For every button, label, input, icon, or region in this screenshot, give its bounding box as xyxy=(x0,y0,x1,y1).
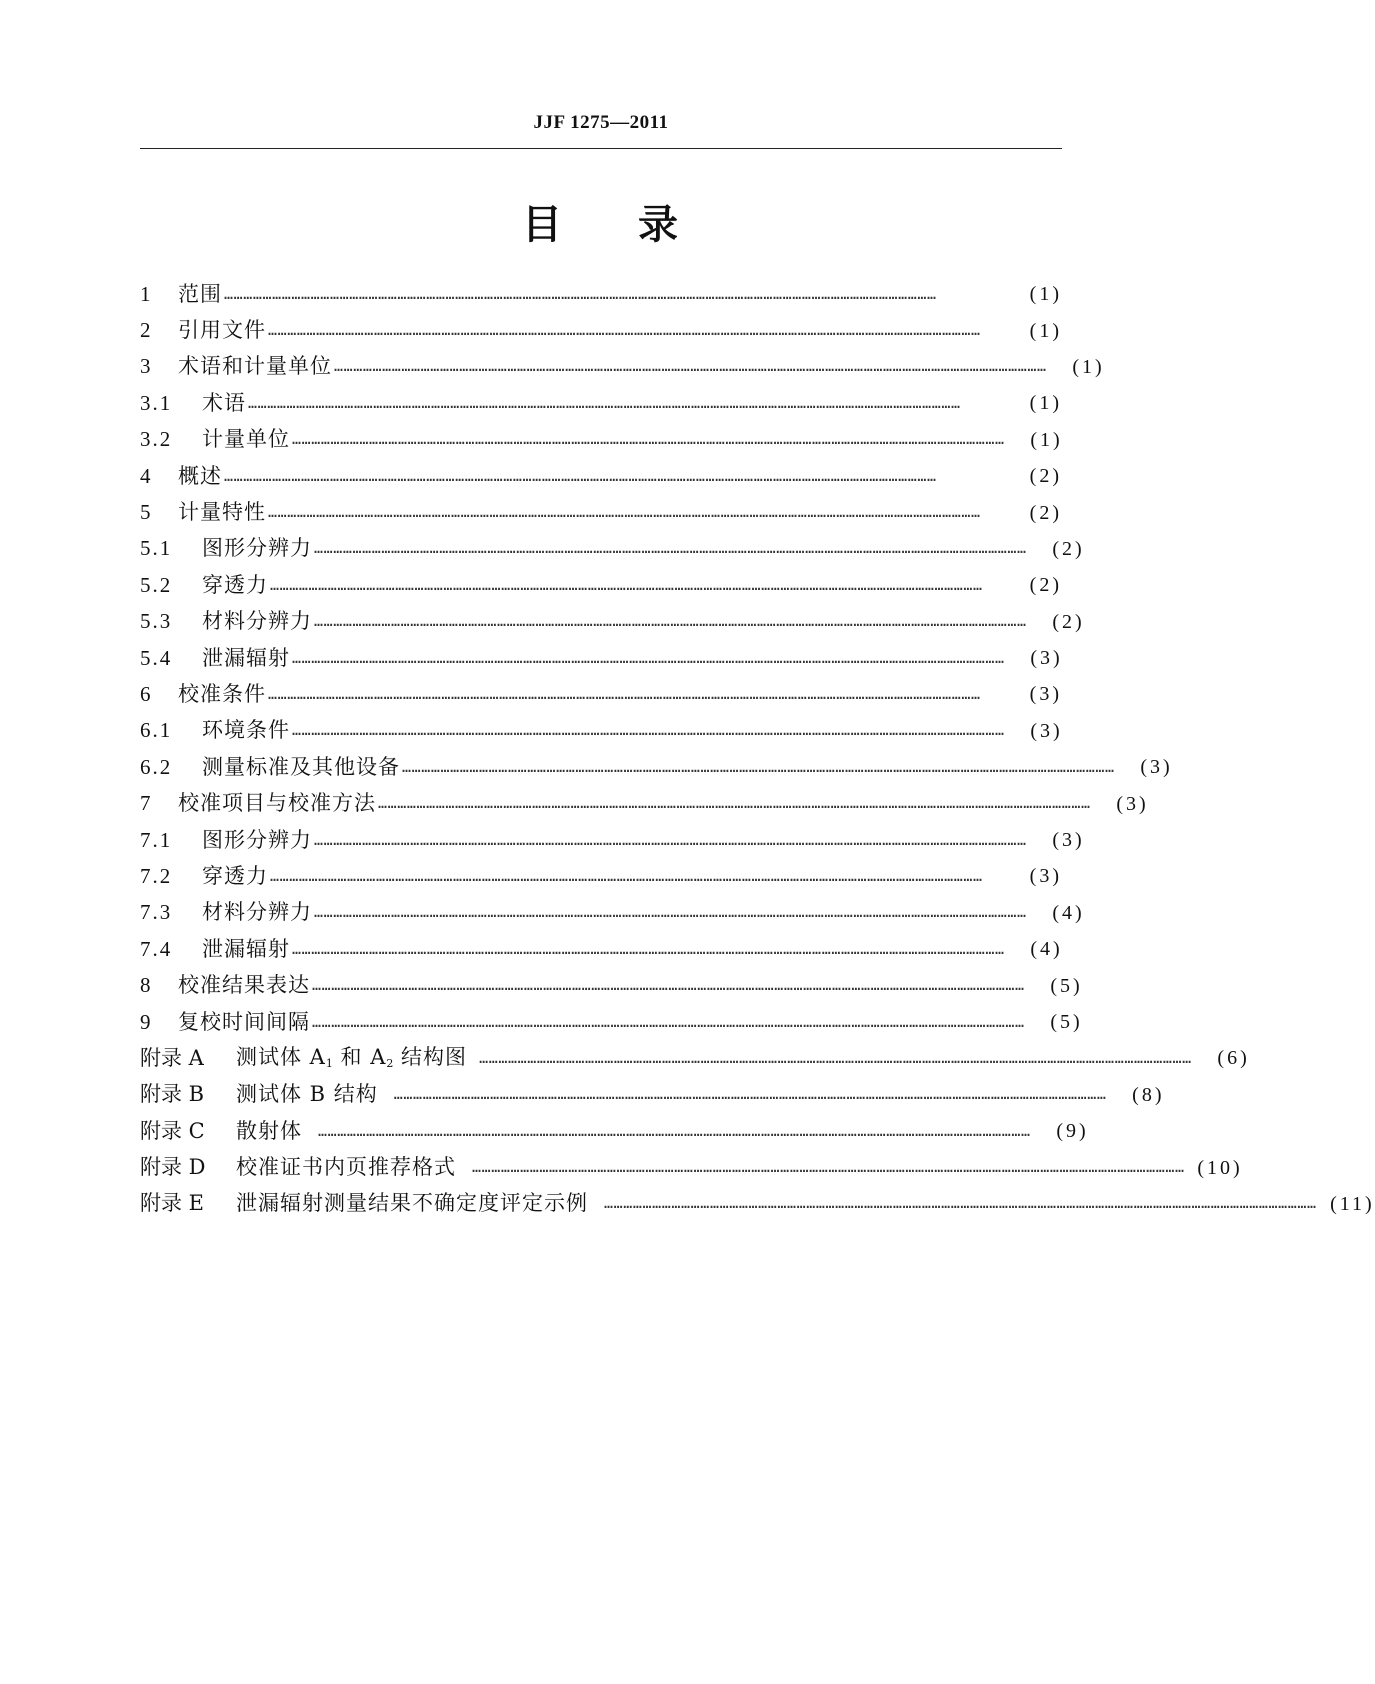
dot-leader: …………………………………………………………………………………………………………………………………………………………………………………………………… xyxy=(314,903,1027,922)
toc-entry-label: 测试体 B 结构 xyxy=(236,1082,378,1107)
toc-entry-5-3[interactable] xyxy=(140,604,1085,640)
appendix-prefix: 附录 A xyxy=(140,1045,204,1070)
dot-leader: …………………………………………………………………………………………………………………………………………………………………………………………………… xyxy=(479,1048,1192,1067)
toc-entry-page: (4) xyxy=(1030,938,1063,961)
dot-leader: …………………………………………………………………………………………………………………………………………………………………………………………………… xyxy=(318,1121,1031,1140)
toc-entry-page: (1) xyxy=(1029,392,1062,415)
toc-entry-number: 6 xyxy=(140,681,153,706)
toc-appendix-b[interactable] xyxy=(140,1077,1165,1113)
toc-entry-7-2[interactable] xyxy=(140,858,1062,894)
toc-entry-label: 环境条件 xyxy=(202,718,290,743)
dot-leader: …………………………………………………………………………………………………………………………………………………………………………………………………… xyxy=(334,357,1047,376)
dot-leader: …………………………………………………………………………………………………………………………………………………………………………………………………… xyxy=(292,721,1005,740)
dot-leader: …………………………………………………………………………………………………………………………………………………………………………………………………… xyxy=(292,430,1005,449)
toc-entry-9[interactable] xyxy=(140,1004,1083,1040)
toc-entry-6-2[interactable] xyxy=(140,749,1173,785)
toc-entry-5-2[interactable] xyxy=(140,567,1062,603)
toc-entry-4[interactable] xyxy=(140,458,1062,494)
toc-entry-number: 7.1 xyxy=(140,827,173,852)
toc-entry-page: (10) xyxy=(1197,1156,1243,1179)
toc-entry-label: 材料分辨力 xyxy=(202,900,312,925)
appendix-prefix: 附录 E xyxy=(140,1191,205,1216)
toc-entry-label: 计量单位 xyxy=(202,427,290,452)
toc-entry-number: 3.1 xyxy=(140,390,173,415)
toc-entry-3-2[interactable] xyxy=(140,422,1062,458)
toc-entry-page: (1) xyxy=(1030,428,1063,451)
toc-entry-page: (2) xyxy=(1052,537,1085,560)
toc-entry-6[interactable] xyxy=(140,676,1062,712)
toc-entry-label: 泄漏辐射 xyxy=(202,936,290,961)
dot-leader: …………………………………………………………………………………………………………………………………………………………………………………………………… xyxy=(472,1158,1185,1177)
toc-entry-5-4[interactable] xyxy=(140,640,1062,676)
dot-leader: …………………………………………………………………………………………………………………………………………………………………………………………………… xyxy=(292,939,1005,958)
toc-entry-number: 5 xyxy=(140,500,153,525)
toc-entry-label: 散射体 xyxy=(236,1118,302,1143)
toc-entry-label: 校准结果表达 xyxy=(178,973,310,998)
toc-entry-label: 泄漏辐射 xyxy=(202,645,290,670)
toc-entry-number: 9 xyxy=(140,1009,153,1034)
toc-entry-page: (5) xyxy=(1050,974,1083,997)
toc-entry-page: (3) xyxy=(1030,647,1063,670)
dot-leader: …………………………………………………………………………………………………………………………………………………………………………………………………… xyxy=(268,684,981,703)
toc-entry-page: (8) xyxy=(1132,1083,1165,1106)
dot-leader: …………………………………………………………………………………………………………………………………………………………………………………………………… xyxy=(393,1085,1107,1104)
toc-entry-number: 5.4 xyxy=(140,645,173,670)
title-char-1: 目 xyxy=(522,202,564,248)
appendix-prefix: 附录 B xyxy=(140,1082,205,1107)
toc-entry-page: (3) xyxy=(1029,865,1062,888)
toc-entry-page: (2) xyxy=(1029,574,1062,597)
toc-entry-8[interactable] xyxy=(140,967,1083,1003)
toc-entry-page: (3) xyxy=(1029,683,1062,706)
page-title xyxy=(140,193,1062,250)
toc-entry-label: 概述 xyxy=(178,463,222,488)
toc-entry-1[interactable] xyxy=(140,276,1062,312)
toc-entry-page: (5) xyxy=(1050,1011,1083,1033)
toc-appendix-d[interactable] xyxy=(140,1149,1243,1185)
toc-entry-number: 3 xyxy=(140,354,153,379)
toc-entry-label: 复校时间间隔 xyxy=(178,1009,310,1034)
toc-entry-label: 校准项目与校准方法 xyxy=(178,791,376,816)
dot-leader: …………………………………………………………………………………………………………………………………………………………………………………………………… xyxy=(402,757,1115,776)
dot-leader: …………………………………………………………………………………………………………………………………………………………………………………………………… xyxy=(314,612,1027,631)
toc-entry-7-3[interactable] xyxy=(140,895,1085,931)
toc-entry-3[interactable] xyxy=(140,349,1105,385)
toc-appendix-c[interactable] xyxy=(140,1113,1089,1149)
toc-entry-page: (3) xyxy=(1030,719,1063,742)
toc-entry-page: (9) xyxy=(1056,1120,1089,1143)
toc-entry-label: 校准条件 xyxy=(178,681,266,706)
toc-entry-label: 穿透力 xyxy=(202,863,268,888)
toc-entry-label: 图形分辨力 xyxy=(202,827,312,852)
dot-leader: …………………………………………………………………………………………………………………………………………………………………………………………………… xyxy=(268,321,981,340)
dot-leader: …………………………………………………………………………………………………………………………………………………………………………………………………… xyxy=(292,648,1005,667)
toc-entry-6-1[interactable] xyxy=(140,713,1062,749)
dot-leader: …………………………………………………………………………………………………………………………………………………………………………………………………… xyxy=(312,976,1025,995)
dot-leader: …………………………………………………………………………………………………………………………………………………………………………………………………… xyxy=(378,794,1091,813)
dot-leader: …………………………………………………………………………………………………………………………………………………………………………………………………… xyxy=(224,284,937,303)
toc-entry-number: 8 xyxy=(140,973,153,998)
toc-entry-number: 3.2 xyxy=(140,427,173,452)
toc-entry-7[interactable] xyxy=(140,785,1149,821)
appendix-prefix: 附录 D xyxy=(140,1155,206,1180)
dot-leader: …………………………………………………………………………………………………………………………………………………………………………………………………… xyxy=(270,866,983,885)
toc-entry-label: 材料分辨力 xyxy=(202,609,312,634)
toc-entry-number: 6.1 xyxy=(140,718,173,743)
toc-entry-page: (4) xyxy=(1052,901,1085,924)
dot-leader: …………………………………………………………………………………………………………………………………………………………………………………………………… xyxy=(224,466,937,485)
appendix-prefix: 附录 C xyxy=(140,1118,205,1143)
dot-leader: …………………………………………………………………………………………………………………………………………………………………………………………………… xyxy=(270,575,983,594)
toc-entry-page: (6) xyxy=(1217,1047,1250,1070)
toc-entry-label: 校准证书内页推荐格式 xyxy=(236,1155,456,1180)
toc-entry-page: (2) xyxy=(1029,465,1062,488)
toc-entry-page: (3) xyxy=(1140,756,1173,779)
toc-entry-page: (2) xyxy=(1052,610,1085,633)
toc-entry-page: (1) xyxy=(1029,319,1062,342)
toc-entry-number: 7.2 xyxy=(140,863,173,888)
dot-leader: …………………………………………………………………………………………………………………………………………………………………………………………………… xyxy=(312,1012,1025,1031)
dot-leader: …………………………………………………………………………………………………………………………………………………………………………………………………… xyxy=(314,830,1027,849)
toc-appendix-a[interactable] xyxy=(140,1040,1250,1076)
toc-entry-page: (1) xyxy=(1029,283,1062,306)
dot-leader: …………………………………………………………………………………………………………………………………………………………………………………………………… xyxy=(248,393,961,412)
dot-leader: …………………………………………………………………………………………………………………………………………………………………………………………………… xyxy=(314,539,1027,558)
header-rule xyxy=(140,148,1062,149)
toc-entry-label: 泄漏辐射测量结果不确定度评定示例 xyxy=(236,1191,588,1216)
toc-entry-page: (11) xyxy=(1330,1192,1375,1215)
toc-entry-3-1[interactable] xyxy=(140,385,1062,421)
toc-entry-7-4[interactable] xyxy=(140,931,1062,967)
toc-entry-page: (3) xyxy=(1116,792,1149,815)
toc-entry-number: 7.3 xyxy=(140,900,173,925)
toc-appendix-e[interactable] xyxy=(140,1186,1375,1222)
toc-entry-label: 计量特性 xyxy=(178,500,266,525)
toc-entry-number: 2 xyxy=(140,318,153,343)
toc-entry-label: 引用文件 xyxy=(178,318,266,343)
toc-entry-number: 5.1 xyxy=(140,536,173,561)
toc-entry-number: 4 xyxy=(140,463,153,488)
toc-entry-number: 1 xyxy=(140,281,153,306)
toc-entry-label: 术语和计量单位 xyxy=(178,354,332,379)
toc-entry-number: 7.4 xyxy=(140,936,173,961)
toc-entry-label: 图形分辨力 xyxy=(202,536,312,561)
toc-entry-label: 测试体 $A_1$ 和 $A_2$ 结构图 xyxy=(236,1045,468,1071)
title-char-2: 录 xyxy=(638,202,680,248)
toc-entry-label: 测量标准及其他设备 xyxy=(202,754,400,779)
toc-entry-page: (3) xyxy=(1052,829,1085,852)
toc-entry-label: 穿透力 xyxy=(202,572,268,597)
toc-entry-5[interactable] xyxy=(140,494,1062,530)
toc-entry-5-1[interactable] xyxy=(140,531,1085,567)
toc-entry-label: 范围 xyxy=(178,281,222,306)
toc-entry-7-1[interactable] xyxy=(140,822,1085,858)
document-code-header: JJF 1275—2011 xyxy=(533,112,669,133)
toc-entry-page: (2) xyxy=(1029,501,1062,524)
toc-entry-label: 术语 xyxy=(202,390,246,415)
toc-entry-number: 5.2 xyxy=(140,572,173,597)
dot-leader: …………………………………………………………………………………………………………………………………………………………………………………………………… xyxy=(604,1194,1317,1213)
toc-entry-number: 7 xyxy=(140,791,153,816)
table-of-contents xyxy=(140,276,1375,1222)
dot-leader: …………………………………………………………………………………………………………………………………………………………………………………………………… xyxy=(268,503,981,522)
toc-entry-number: 5.3 xyxy=(140,609,173,634)
toc-entry-2[interactable] xyxy=(140,312,1062,348)
toc-entry-page: (1) xyxy=(1072,355,1105,378)
toc-entry-number: 6.2 xyxy=(140,754,173,779)
